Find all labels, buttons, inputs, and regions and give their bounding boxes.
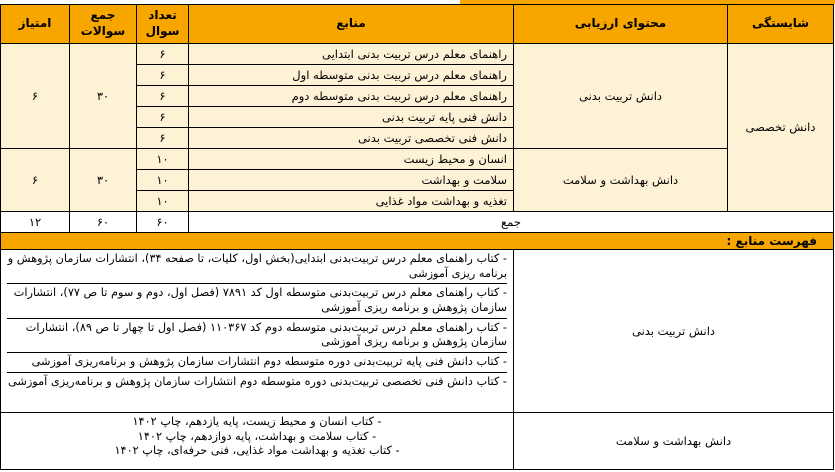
list-item: - کتاب تغذیه و بهداشت مواد غذایی، فنی حرفه‌ای، چاپ ۱۴۰۲: [114, 444, 400, 458]
list-label: دانش بهداشت و سلامت: [514, 413, 834, 470]
total-cell: ۳۰: [70, 44, 137, 149]
count-cell: ۱۰: [137, 170, 189, 191]
score-cell: ۶: [1, 44, 70, 149]
source-cell: سلامت و بهداشت: [189, 170, 514, 191]
source-cell: انسان و محیط زیست: [189, 149, 514, 170]
count-cell: ۱۰: [137, 149, 189, 170]
list-item: - کتاب راهنمای معلم درس تربیت‌بدنی متوسطه دوم کد ۱۱۰۳۶۷ (فصل اول تا چهار تا ص ۸۹)، انتشارات سازمان پژوهش و برنامه ریزی آموزشی: [25, 320, 507, 349]
table-row: [1, 44, 834, 65]
list-item: - کتاب راهنمای معلم درس تربیت‌بدنی متوسطه اول کد ۷۸۹۱ (فصل اول، دوم و سوم تا ص ۷۷)، انتشارات سازمان پژوهش و برنامه ریزی آموزشی: [13, 286, 507, 315]
list-item: - کتاب دانش فنی تخصصی تربیت‌بدنی دوره متوسطه دوم انتشارات سازمان پژوهش و برنامه‌ریزی آموزشی: [7, 374, 507, 388]
list-title: فهرست منابع :: [1, 233, 834, 250]
list-items: [1, 250, 514, 413]
list-row: [1, 250, 834, 413]
header-row: [1, 5, 834, 44]
list-items: [1, 413, 514, 470]
content-cell: دانش بهداشت و سلامت: [514, 149, 728, 212]
list-item: - کتاب انسان و محیط زیست، پایه یازدهم، چاپ ۱۴۰۲: [132, 415, 382, 428]
count-cell: ۶: [137, 107, 189, 128]
count-cell: ۶: [137, 86, 189, 107]
header-score: امتیاز: [1, 5, 70, 44]
score-cell: ۶: [1, 149, 70, 212]
list-item: - کتاب سلامت و بهداشت، پایه دوازدهم، چاپ ۱۴۰۲: [137, 429, 377, 443]
count-cell: ۱۰: [137, 191, 189, 212]
table-row: [1, 149, 834, 170]
header-content: محتوای ارزیابی: [514, 5, 728, 44]
header-total-questions: جمع سوالات: [70, 5, 137, 44]
list-label: دانش تربیت بدنی: [514, 250, 834, 413]
source-cell: راهنمای معلم درس تربیت بدنی ابتدایی: [189, 44, 514, 65]
count-cell: ۶: [137, 128, 189, 149]
source-cell: دانش فنی پایه تربیت بدنی: [189, 107, 514, 128]
header-sources: منابع: [189, 5, 514, 44]
competency-cell: دانش تخصصی: [728, 44, 834, 212]
source-cell: راهنمای معلم درس تربیت بدنی متوسطه دوم: [189, 86, 514, 107]
count-cell: ۶: [137, 44, 189, 65]
content-cell: دانش تربیت بدنی: [514, 44, 728, 149]
list-item: - کتاب راهنمای معلم درس تربیت‌بدنی ابتدایی(بخش اول، کلیات، تا صفحه ۳۴)، انتشارات سازمان پژوهش و برنامه ریزی آموزشی: [7, 252, 507, 280]
sum-count: ۶۰: [137, 212, 189, 233]
exam-sources-table: [0, 4, 834, 470]
source-cell: تغذیه و بهداشت مواد غذایی: [189, 191, 514, 212]
source-cell: دانش فنی تخصصی تربیت بدنی: [189, 128, 514, 149]
count-cell: ۶: [137, 65, 189, 86]
sum-row: [1, 212, 834, 233]
source-cell: راهنمای معلم درس تربیت بدنی متوسطه اول: [189, 65, 514, 86]
sum-label: جمع: [189, 212, 834, 233]
list-item: - کتاب دانش فنی پایه تربیت‌بدنی دوره متوسطه دوم انتشارات سازمان پژوهش و برنامه‌ریزی آموزشی: [31, 355, 507, 369]
sum-score: ۱۲: [1, 212, 70, 233]
list-header-row: [1, 233, 834, 250]
list-row: [1, 413, 834, 470]
total-cell: ۳۰: [70, 149, 137, 212]
header-competency: شایستگی: [728, 5, 834, 44]
sum-total: ۶۰: [70, 212, 137, 233]
header-question-count: تعداد سوال: [137, 5, 189, 44]
